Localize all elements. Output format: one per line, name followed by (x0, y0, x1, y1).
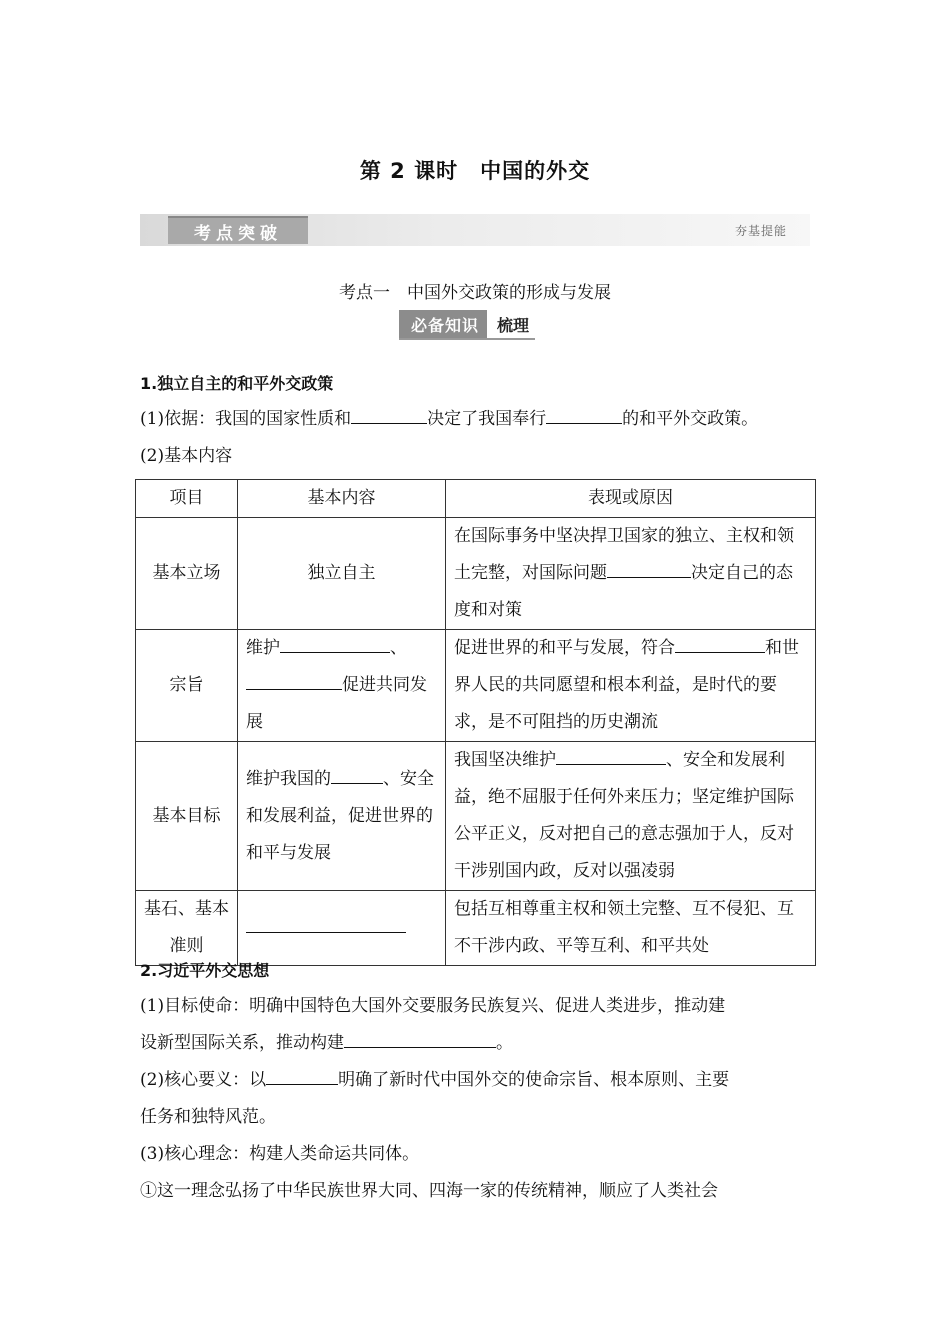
section-heading: 考点一 中国外交政策的形成与发展 (339, 283, 611, 303)
row-content: 独立自主 (238, 518, 446, 630)
banner-tag: 考点突破 (168, 216, 308, 244)
table-row (136, 518, 816, 630)
fill-blank (675, 634, 765, 653)
row-reason (446, 518, 816, 630)
table-row (136, 630, 816, 742)
concept-line: (3)核心理念：构建人类命运共同体。 (140, 1144, 420, 1164)
mission-line-1: (1)目标使命：明确中国特色大国外交要服务民族复兴、促进人类进步，推动建 (140, 996, 726, 1016)
content-text: 、安全和发展利益，促进世界的和平与发展 (246, 768, 434, 863)
table-row (136, 742, 816, 891)
part1-heading: 1.独立自主的和平外交政策 (140, 374, 334, 393)
mission-text: 设新型国际关系，推动构建 (140, 1033, 344, 1053)
row-content (238, 630, 446, 742)
row-content (238, 742, 446, 891)
row-reason (446, 630, 816, 742)
knowledge-tag-dark: 必备知识 (399, 310, 487, 338)
part2-heading: 2.习近平外交思想 (140, 961, 270, 980)
fill-blank (331, 765, 383, 784)
reason-text: 在国际事务中坚决捍卫国家的独立、主权和领土完整，对国际问题 (454, 526, 794, 583)
basis-line (140, 401, 812, 438)
fill-blank (607, 559, 691, 578)
fill-blank (246, 671, 342, 690)
header-reason: 表现或原因 (446, 480, 816, 518)
knowledge-tag (399, 310, 535, 340)
core-text: 明确了新时代中国外交的使命宗旨、根本原则、主要 (338, 1070, 730, 1090)
knowledge-tag-light: 梳理 (497, 315, 530, 335)
mission-line-2 (140, 1025, 812, 1062)
reason-text: 我国坚决维护 (454, 750, 556, 770)
policy-table (135, 479, 816, 966)
row-item: 宗旨 (136, 630, 238, 742)
fill-blank (266, 1066, 338, 1085)
lesson-title: 第 2 课时 中国的外交 (359, 159, 591, 183)
reason-text: 促进世界的和平与发展，符合 (454, 638, 675, 658)
row-item: 基本立场 (136, 518, 238, 630)
point1-line: ①这一理念弘扬了中华民族世界大同、四海一家的传统精神，顺应了人类社会 (140, 1181, 718, 1201)
row-item: 基石、基本准则 (136, 891, 238, 966)
content-text: 维护 (246, 638, 280, 658)
mission-text: 。 (496, 1033, 513, 1053)
basis-text-a: (1)依据：我国的国家性质和 (140, 409, 352, 429)
row-item: 基本目标 (136, 742, 238, 891)
content-text: 促进共同发展 (246, 675, 427, 732)
reason-text: 决定自己的态度和对策 (454, 563, 793, 620)
fill-blank (556, 746, 666, 765)
reason-text: 和世界人民的共同愿望和根本利益，是时代的要求，是不可阻挡的历史潮流 (454, 638, 799, 732)
header-item: 项目 (136, 480, 238, 518)
table-header-row (136, 480, 816, 518)
header-content: 基本内容 (238, 480, 446, 518)
fill-blank (546, 405, 622, 424)
core-text: (2)核心要义：以 (140, 1070, 267, 1090)
reason-text: 、安全和发展利益，绝不屈服于任何外来压力；坚定维护国际公平正义，反对把自己的意志强加于人，反对干涉别国内政，反对以强凌弱 (454, 750, 794, 881)
content-text: 维护我国的 (246, 768, 331, 789)
row-reason (446, 742, 816, 891)
content-heading: (2)基本内容 (140, 446, 233, 466)
row-reason: 包括互相尊重主权和领土完整、互不侵犯、互不干涉内政、平等互利、和平共处 (446, 891, 816, 966)
core-line-2: 任务和独特风范。 (140, 1107, 276, 1127)
fill-blank (246, 914, 406, 933)
basis-text-b: 决定了我国奉行 (427, 409, 547, 429)
basis-text-c: 的和平外交政策。 (622, 409, 759, 429)
content-text: 、 (390, 638, 407, 658)
banner-right-label: 夯基提能 (734, 224, 787, 238)
fill-blank (344, 1029, 496, 1048)
core-line-1 (140, 1062, 812, 1099)
fill-blank (280, 634, 390, 653)
fill-blank (351, 405, 427, 424)
